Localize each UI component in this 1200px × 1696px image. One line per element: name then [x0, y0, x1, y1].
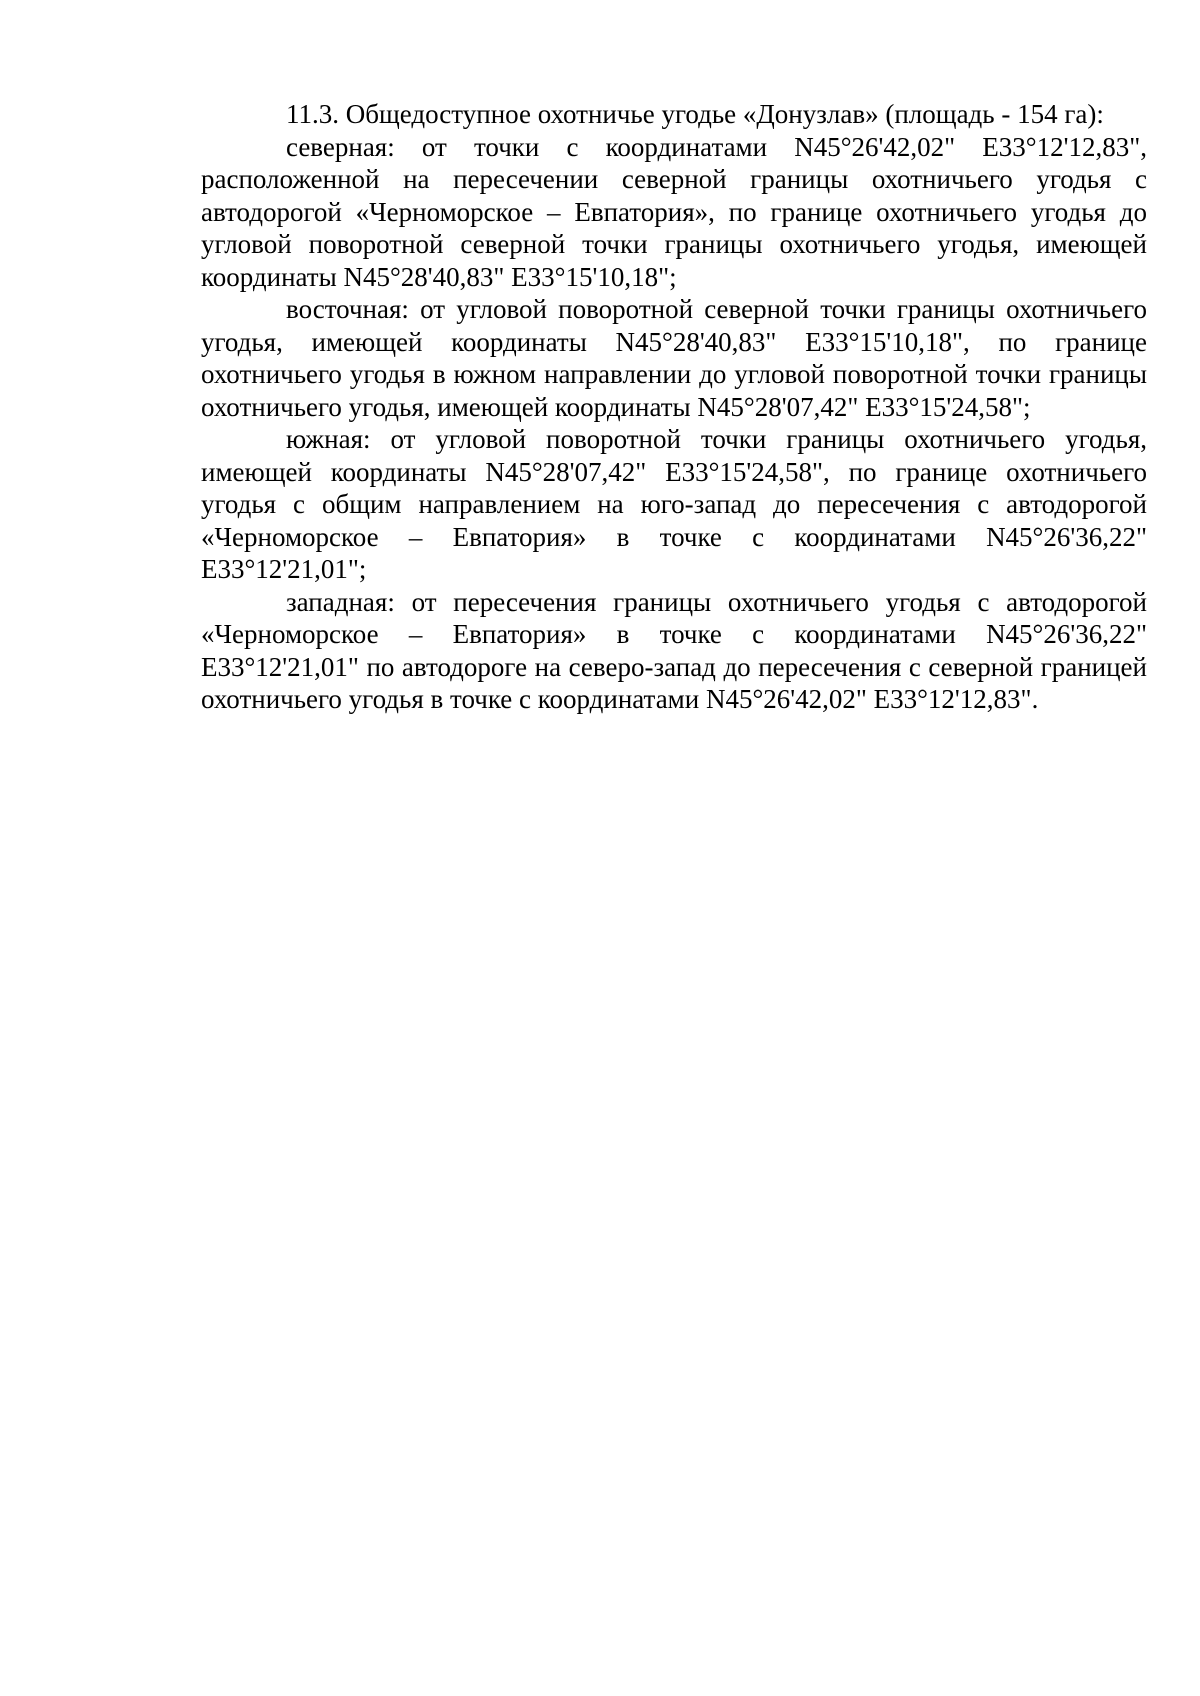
document-body — [201, 98, 1147, 716]
east-boundary-paragraph: восточная: от угловой поворотной северной точки границы охотничьего угодья, имеющей координаты N45°28'40,83" E33°15'10,18", по границе охотничьего угодья в южном направлении до угловой поворотной точки границы охотничьего угодья, имеющей координаты N45°28'07,42" E33°15'24,58"; — [201, 294, 1147, 422]
section-heading-paragraph: 11.3. Общедоступное охотничье угодье «Донузлав» (площадь - 154 га): — [286, 99, 1104, 129]
north-boundary-paragraph: северная: от точки с координатами N45°26'42,02" E33°12'12,83", расположенной на пересечении северной границы охотничьего угодья с автодорогой «Черноморское – Евпатория», по границе охотничьего угодья до угловой поворотной северной точки границы охотничьего угодья, имеющей координаты N45°28'40,83" E33°15'10,18"; — [201, 131, 1147, 292]
south-boundary-paragraph: южная: от угловой поворотной точки границы охотничьего угодья, имеющей координаты N45°28'07,42" E33°15'24,58", по границе охотничьего угодья с общим направлением на юго-запад до пересечения с автодорогой «Черноморское – Евпатория» в точке с координатами N45°26'36,22" E33°12'21,01"; — [201, 424, 1147, 584]
west-boundary-paragraph: западная: от пересечения границы охотничьего угодья с автодорогой «Черноморское – Евпатория» в точке с координатами N45°26'36,22" E33°12'21,01" по автодороге на северо-запад до пересечения с северной границей охотничьего угодья в точке с координатами N45°26'42,02" E33°12'12,83". — [201, 586, 1147, 714]
